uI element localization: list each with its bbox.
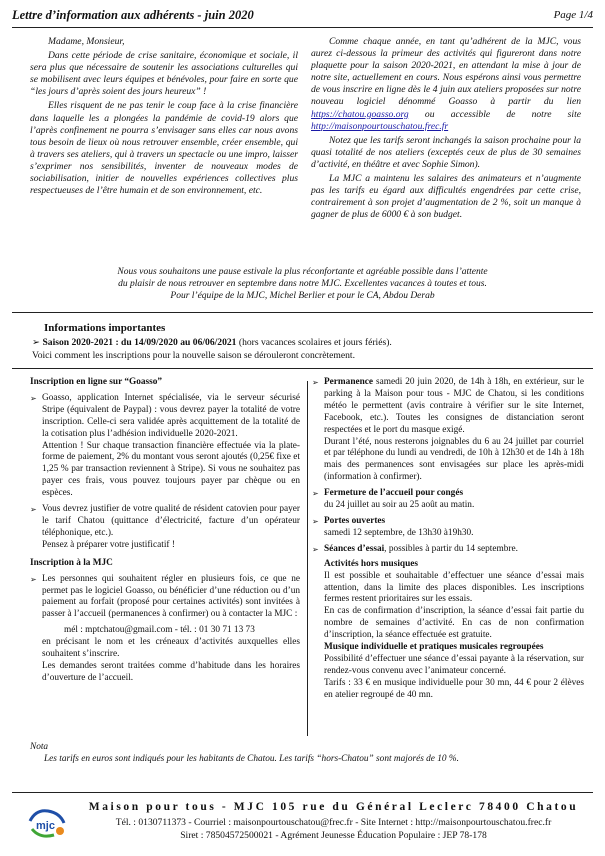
permanence-item [312, 377, 584, 484]
footer-contact: Tél. : 0130711373 - Courriel : maisonpourtouschatou@frec.fr - Site Internet : http://maisonpourtouschatou.frec.fr [115, 817, 552, 828]
intro-right-paragraph [311, 36, 581, 133]
footer-rule [12, 792, 593, 793]
salutation: Madame, Monsieur, [48, 36, 125, 47]
permanence-paragraph [324, 377, 584, 437]
registration-column [30, 377, 300, 689]
arrow-bullet-icon: ➢ [30, 393, 37, 403]
intro-left-paragraph: Elles risquent de ne pas tenir le coup face à la crise financière dans laquelle les a plongées la pandémie de covid-19 alors que l’après confinement ne pourra s’envisager sans elles car nous avons tous besoin de lieux où nous retrouver ensemble, créer ensemble, qui à travers ses ateliers, qui à travers un spectacle ou une impro, laisser s’exprimer nos sensibilités, inventer de nouveaux modes de sociabilisation, initier de nouvelles expériences collectives plus respectueuses de l’être humain et de son environnement, etc. [30, 100, 298, 197]
goasso-link[interactable]: https://chatou.goasso.org [311, 108, 409, 120]
note [30, 741, 459, 765]
intro-left-column [30, 36, 298, 199]
events-column [312, 377, 584, 706]
resident-paragraph: Vous devrez justifier de votre qualité de résident catovien pour payer le tarif Chatou (quittance d’électricité, facture d’un opérateur téléphonique, etc.). [42, 504, 300, 538]
arrow-bullet-icon: ➢ [312, 516, 319, 526]
mjc-paragraph: Les personnes qui souhaitent régler en plusieurs fois, ce que ne permet pas le logiciel Goasso, ou bénéficier d’une réduction ou d’un paiement au forfait (proposé pour certaines activités) sont invitées à passer à l’accueil (permanences à confirmer) ou à contacter la MJC : [42, 573, 300, 620]
summer-contact-paragraph: Durant l’été, nous resterons joignables du 6 au 24 juillet par courriel et par téléphone du lundi au vendredi, de 10h à 12h30 et de 14h à 18h mais des permanences sont envisagées sur place les après-midi (information à confirmer). [324, 436, 584, 483]
trial-title: Séances d’essai [324, 543, 385, 554]
closure-item [312, 488, 584, 512]
closing-signature: Pour l’équipe de la MJC, Michel Berlier et pour le CA, Abdou Derab [170, 291, 435, 301]
website-link[interactable]: http://maisonpourtouschatou.frec.fr [311, 120, 449, 132]
season-info [32, 337, 592, 362]
arrow-bullet-icon: ➢ [32, 337, 43, 348]
trial-heading [324, 544, 584, 556]
footer [12, 797, 593, 849]
mjc-paragraph: Les demandes seront traitées comme d’habitude dans les horaires d’ouverture de l’accueil. [42, 660, 300, 683]
open-day-date: samedi 12 septembre, de 13h30 à19h30. [324, 527, 474, 538]
permanence-details: samedi 20 juin 2020, de 14h à 18h, en extérieur, sur le parking à la Maison pour tous - MJC de Chatou, si les conditions météo le permettent (avis contraire à vérifier sur le site Internet, Facebook, etc.). Toutes les consignes de distanciation seront respectées et le port du masque exigé. [324, 377, 584, 435]
resident-reminder: Pensez à préparer votre justificatif ! [42, 539, 175, 550]
intro-right-link-connector: ou accessible de notre site [424, 108, 581, 120]
mjc-contact[interactable]: mél : mptchatou@gmail.com - tél. : 01 30 71 13 73 [64, 625, 255, 636]
page-header [12, 8, 593, 24]
goasso-paragraph: Goasso, application Internet spécialisée, via le serveur sécurisé Stripe (équivalent de Paypal) : vous devrez payer la totalité de votre inscription. Celle-ci sera validée après acquittement de la totalité de la cotisation plus l’adhésion individuelle 2020-2021. [42, 392, 300, 439]
mjc-paragraph: en précisant le nom et les créneaux d’activités auxquelles elles souhaitent s’inscrire. [42, 637, 300, 660]
arrow-bullet-icon: ➢ [30, 574, 37, 584]
note-text: Les tarifs en euros sont indiqués pour les habitants de Chatou. Les tarifs “hors-Chatou” sont majorés de 10 %. [44, 754, 459, 764]
open-day-item [312, 516, 584, 540]
page-number: Page 1/4 [553, 9, 593, 21]
section-rule [12, 312, 593, 313]
column-divider [307, 381, 308, 736]
permanence-title: Permanence [324, 377, 374, 387]
closing-line: du plaisir de nous retrouver en septembre dans notre MJC. Excellentes vacances à toutes et tous. [118, 279, 487, 289]
goasso-item [30, 393, 300, 500]
non-music-paragraph: Il est possible et souhaitable d’effectuer une séance d’essai mais attention, dans la limite des places disponibles. Les inscriptions fermes restent prioritaires sur les essais. [324, 570, 584, 605]
arrow-bullet-icon: ➢ [312, 378, 319, 387]
trial-item [312, 544, 584, 702]
columns-rule [12, 368, 593, 369]
trial-start: , possibles à partir du 14 septembre. [384, 543, 518, 554]
closure-dates: du 24 juillet au soir au 25 août au matin. [324, 500, 475, 511]
header-rule [12, 27, 593, 28]
logo-text: mjc [36, 820, 55, 832]
mjc-section-title: Inscription à la MJC [30, 557, 113, 568]
mjc-item [30, 574, 300, 685]
arrow-bullet-icon: ➢ [312, 489, 319, 499]
footer-address: Maison pour tous - MJC 105 rue du Général Leclerc 78400 Chatou [88, 801, 579, 813]
non-music-title: Activités hors musiques [324, 558, 419, 569]
season-dates-bold: Saison 2020-2021 : du 14/09/2020 au 06/06/2021 [42, 337, 237, 348]
season-intro: Voici comment les inscriptions pour la nouvelle saison se dérouleront concrètement. [32, 349, 355, 361]
season-dates-note: (hors vacances scolaires et jours fériés). [238, 337, 392, 348]
closure-title: Fermeture de l’accueil pour congés [324, 488, 464, 499]
goasso-fee-warning: Attention ! Sur chaque transaction financière effectuée via la plate-forme de paiement, 2% du montant vous seront ajoutés (0,25€ fixe et 1,25 % par transaction reviennent à Stripe). Si vous ne souhaitez pas payer ces frais, vous pouvez toujours payer par chèque ou en espèces. [42, 440, 300, 499]
mjc-logo [26, 803, 70, 843]
arrow-bullet-icon: ➢ [30, 505, 37, 515]
closing-message [30, 266, 575, 302]
non-music-paragraph: En cas de confirmation d’inscription, la séance d’essai fait partie du nombre de semaines d’activité. En cas de non confirmation d’inscription, la séance effectuée est gratuite. [324, 606, 584, 641]
note-label: Nota [30, 742, 49, 752]
newsletter-title: Lettre d’information aux adhérents - juin 2020 [12, 8, 254, 22]
intro-right-paragraph: Notez que les tarifs seront inchangés la saison prochaine pour la quasi totalité de nos ateliers (exceptés ceux de plus de 30 semaines d’activité, en théâtre et avec Sophie Simon). [311, 134, 581, 170]
footer-siret: Siret : 78504572500021 - Agrément Jeunesse Éducation Populaire : JEP 78-178 [180, 830, 487, 841]
goasso-section-title: Inscription en ligne sur “Goasso” [30, 377, 163, 387]
intro-right-text: Comme chaque année, en tant qu’adhérent de la MJC, vous aurez ci-dessous la primeur des activités qui figureront dans notre plaquette pour la saison 2020-2021, en attendant la mise à jour de notre site, actuellement en cours. Nous espérons ainsi vous permettre de vous inscrire en ligne dès le 4 juin aux ateliers proposées sur notre nouveau logiciel dénommé Goasso à partir du lien [311, 36, 581, 108]
season-dates [32, 337, 592, 350]
music-prices: Tarifs : 33 € en musique individuelle pour 30 mn, 44 € pour 2 élèves en atelier regroupé de 40 mn. [324, 677, 584, 700]
music-title: Musique individuelle et pratiques musicales regroupées [324, 642, 544, 653]
intro-left-paragraph: Dans cette période de crise sanitaire, économique et sociale, il sera plus que nécessaire de soutenir les associations culturelles qui se mobilisent avec leurs équipes et bénévoles, pour faire en sorte que “les jours d’après soient des jours heureux” ! [30, 50, 298, 98]
closing-line: Nous vous souhaitons une pause estivale la plus réconfortante et agréable possible dans l’attente [117, 267, 488, 277]
mjc-logo-icon [26, 803, 70, 843]
open-day-title: Portes ouvertes [324, 515, 386, 526]
resident-item [30, 504, 300, 552]
important-info-title: Informations importantes [44, 322, 166, 334]
intro-right-paragraph: La MJC a maintenu les salaires des animateurs et n’augmente pas les tarifs eu égard aux difficultés engendrées par cette crise, contrairement à son projet d’augmentation de 2 %, soit un manque à gagner de plus de 6000 € à son budget. [311, 173, 581, 221]
music-paragraph: Possibilité d’effectuer une séance d’essai payante à la réservation, sur rendez-vous convenu avec l’animateur concerné. [324, 653, 584, 676]
intro-right-column [311, 36, 581, 223]
arrow-bullet-icon: ➢ [312, 544, 319, 554]
